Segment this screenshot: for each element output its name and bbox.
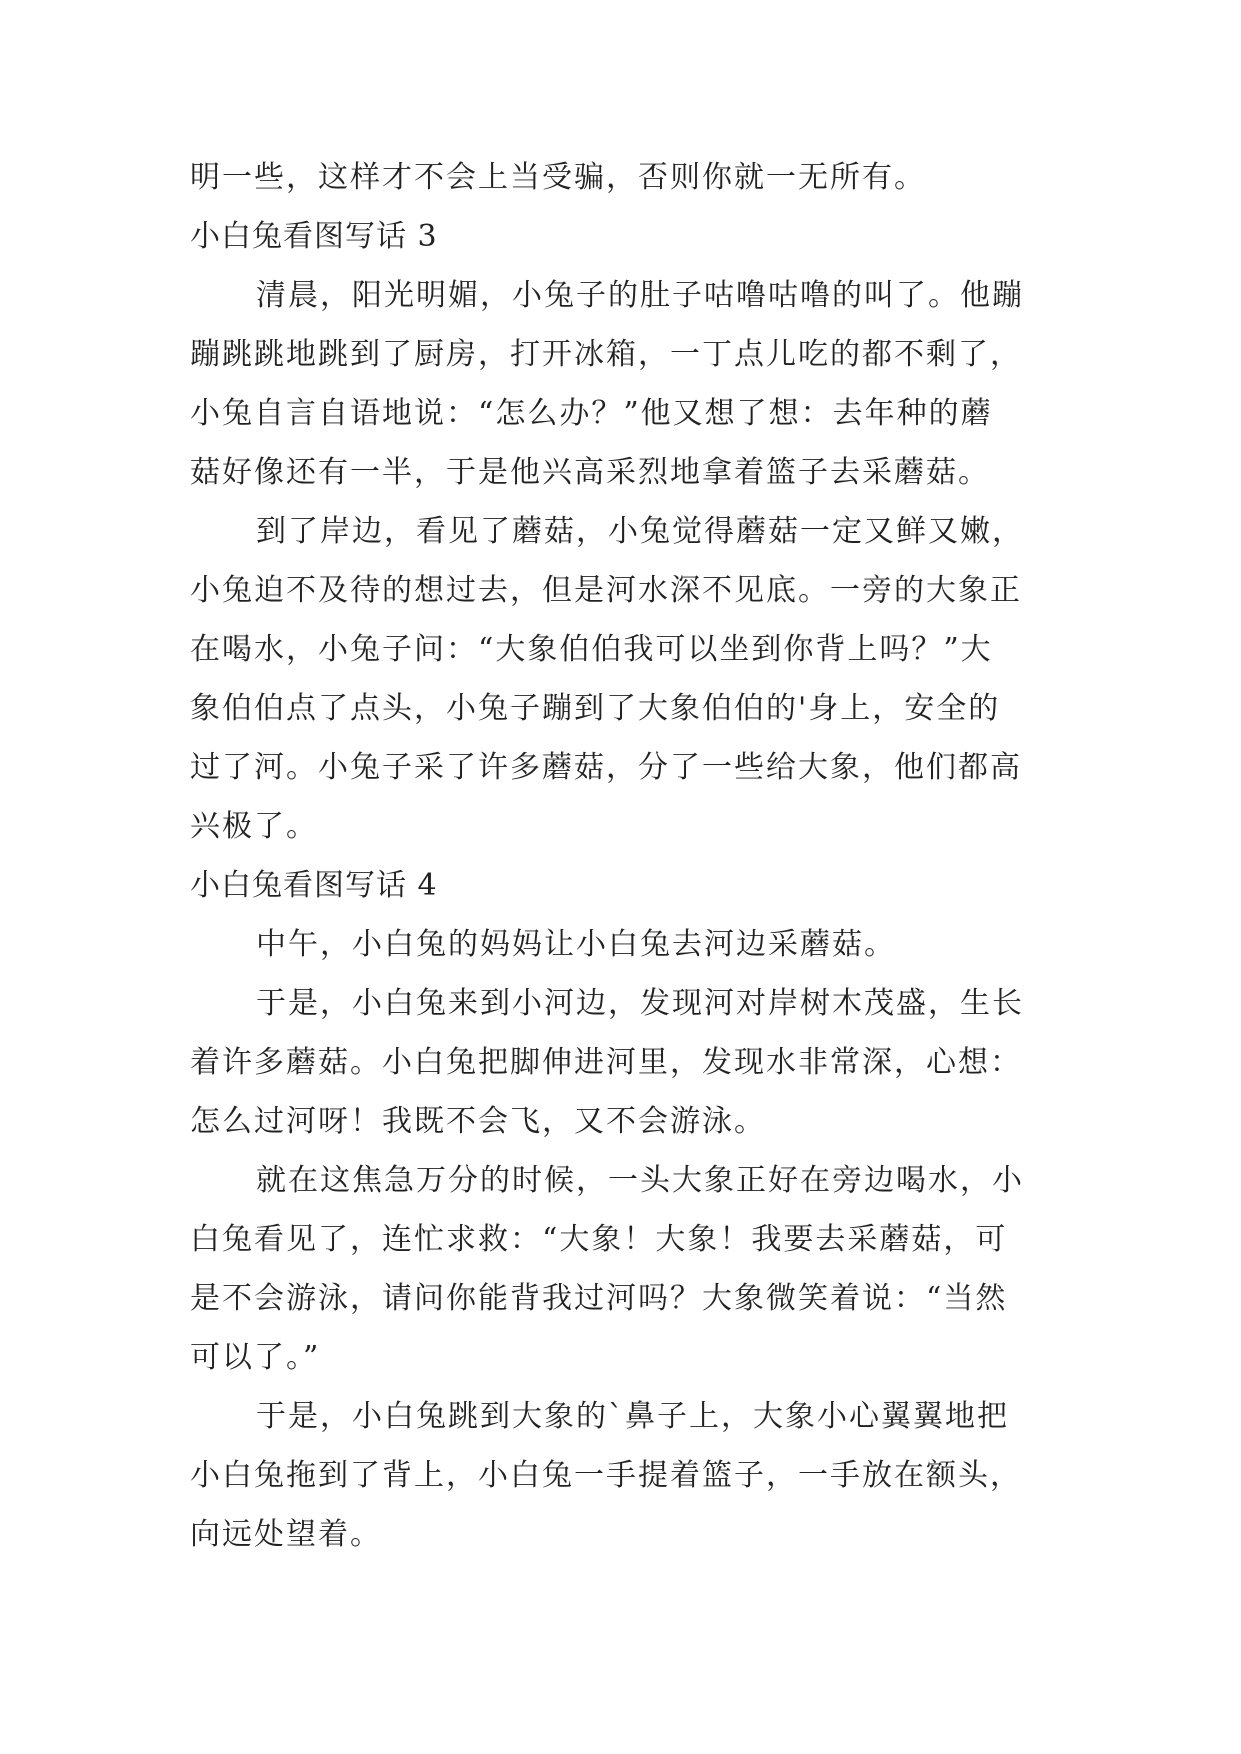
- paragraph-line: 菇好像还有一半，于是他兴高采烈地拿着篮子去采蘑菇。: [190, 455, 990, 490]
- paragraph-line: 着许多蘑菇。小白兔把脚伸进河里，发现水非常深，心想：: [190, 1045, 1022, 1080]
- paragraph-line: 明一些，这样才不会上当受骗，否则你就一无所有。: [190, 160, 926, 195]
- section-heading: 小白兔看图写话 3: [190, 219, 438, 254]
- paragraph-line: 中午，小白兔的妈妈让小白兔去河边采蘑菇。: [256, 927, 896, 962]
- paragraph-line: 小白兔拖到了背上，小白兔一手提着篮子，一手放在额头，: [190, 1458, 1022, 1493]
- paragraph-line: 于是，小白兔跳到大象的`鼻子上，大象小心翼翼地把: [256, 1399, 1009, 1434]
- paragraph-line: 可以了。”: [190, 1340, 321, 1375]
- paragraph-line: 于是，小白兔来到小河边，发现河对岸树木茂盛，生长: [256, 986, 1024, 1021]
- paragraph-line: 向远处望着。: [190, 1517, 382, 1552]
- paragraph-line: 象伯伯点了点头，小兔子蹦到了大象伯伯的'身上，安全的: [190, 691, 1001, 726]
- paragraph-line: 到了岸边，看见了蘑菇，小兔觉得蘑菇一定又鲜又嫩，: [256, 514, 1024, 549]
- paragraph-line: 是不会游泳，请问你能背我过河吗？大象微笑着说：“当然: [190, 1281, 1008, 1316]
- paragraph-line: 白兔看见了，连忙求救：“大象！大象！我要去采蘑菇，可: [190, 1222, 1008, 1257]
- paragraph-line: 小兔迫不及待的想过去，但是河水深不见底。一旁的大象正: [190, 573, 1022, 608]
- paragraph-line: 在喝水，小兔子问：“大象伯伯我可以坐到你背上吗？”大: [190, 632, 993, 667]
- paragraph-line: 怎么过河呀！我既不会飞，又不会游泳。: [190, 1104, 766, 1139]
- section-heading: 小白兔看图写话 4: [190, 868, 438, 903]
- paragraph-line: 兴极了。: [190, 809, 318, 844]
- paragraph-line: 就在这焦急万分的时候，一头大象正好在旁边喝水，小: [256, 1163, 1024, 1198]
- document-body: [190, 158, 1050, 1574]
- paragraph-line: 过了河。小兔子采了许多蘑菇，分了一些给大象，他们都高: [190, 750, 1022, 785]
- paragraph-line: 小兔自言自语地说：“怎么办？”他又想了想：去年种的蘑: [190, 396, 993, 431]
- paragraph-line: 蹦跳跳地跳到了厨房，打开冰箱，一丁点儿吃的都不剩了，: [190, 337, 1022, 372]
- paragraph-line: 清晨，阳光明媚，小兔子的肚子咕噜咕噜的叫了。他蹦: [256, 278, 1024, 313]
